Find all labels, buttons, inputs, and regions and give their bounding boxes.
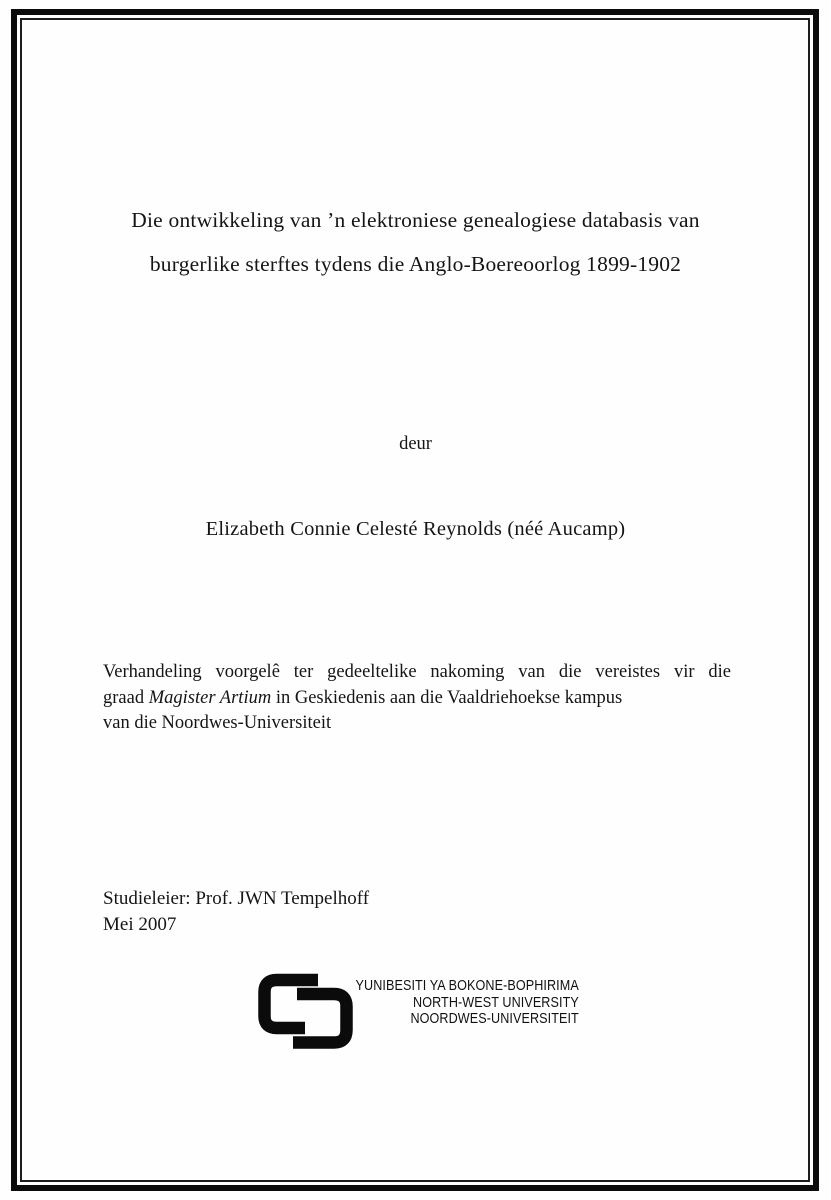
- logo-name-english: NORTH-WEST UNIVERSITY: [413, 993, 579, 1011]
- declaration-line-1: Verhandeling voorgelê ter gedeeltelike nakoming van die vereistes vir die: [103, 662, 731, 682]
- supervisor-line: Studieleier: Prof. JWN Tempelhoff: [103, 888, 370, 909]
- logo-name-setswana: YUNIBESITI YA BOKONE-BOPHIRIMA: [355, 977, 579, 994]
- page-title: [60, 198, 771, 286]
- author-name: Elizabeth Connie Celesté Reynolds (néé Aucamp): [205, 518, 626, 540]
- title-line-2: burgerlike sterftes tydens die Anglo-Boereoorlog 1899-1902: [149, 252, 682, 276]
- logo-name-afrikaans: NOORDWES-UNIVERSITEIT: [410, 1010, 579, 1027]
- declaration-paragraph: [103, 660, 731, 737]
- date-line: Mei 2007: [103, 913, 177, 935]
- university-logo: [257, 972, 577, 1052]
- declaration-line-3: van die Noordwes-Universiteit: [103, 713, 332, 733]
- byline: deur: [399, 434, 432, 454]
- degree-name: Magister Artium: [148, 687, 272, 708]
- declaration-line-2: graad Magister Artium in Geskiedenis aan die Vaaldriehoekse kampus: [103, 687, 623, 708]
- supervisor-block: [103, 886, 369, 937]
- nwu-logo-icon: [257, 973, 354, 1050]
- logo-wordmark: [356, 978, 579, 1028]
- title-line-1: Die ontwikkeling van ’n elektroniese genealogiese databasis van: [131, 208, 700, 232]
